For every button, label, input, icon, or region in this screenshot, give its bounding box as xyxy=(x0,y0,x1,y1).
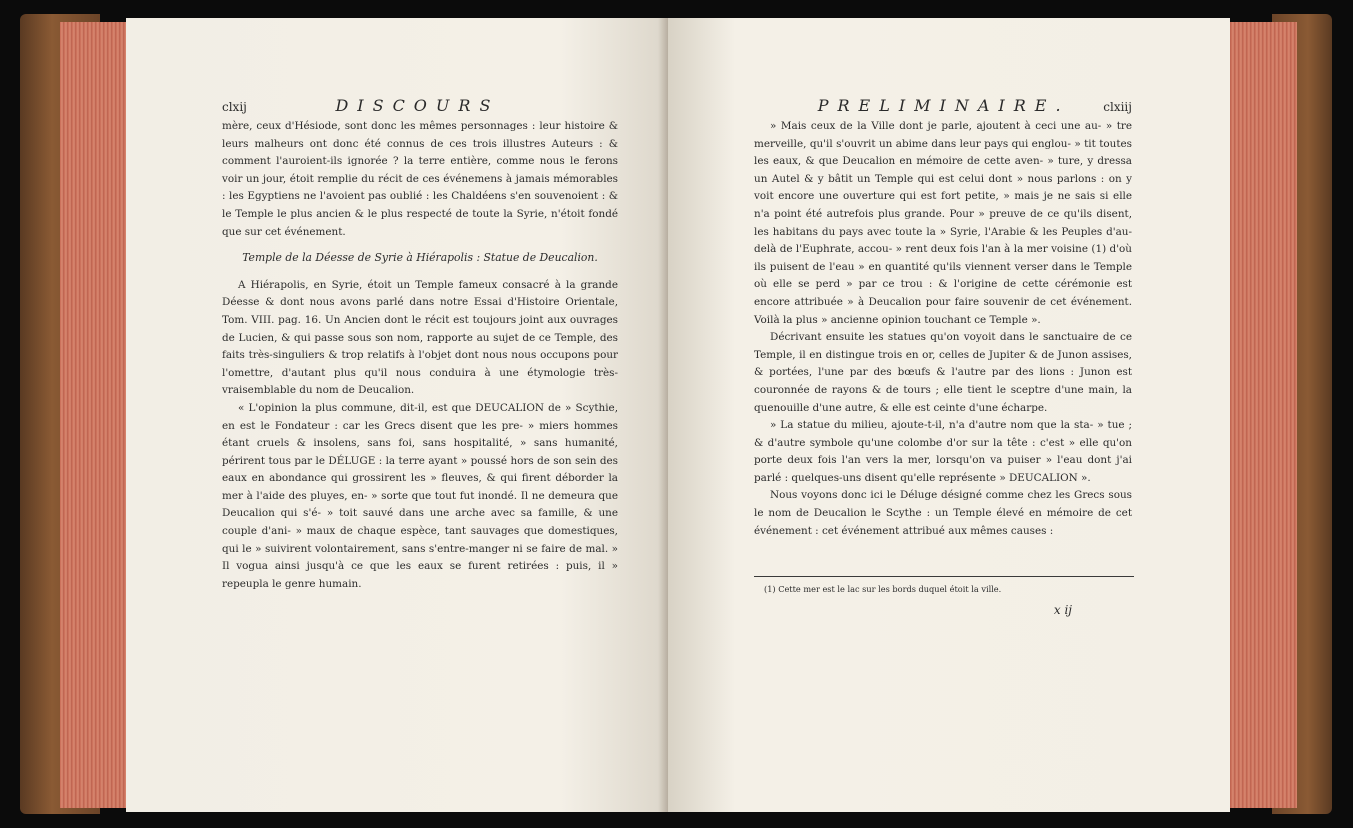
right-page-number: clxiij xyxy=(1103,100,1132,114)
footnote-divider xyxy=(754,576,1134,577)
footnote: (1) Cette mer est le lac sur les bords duquel étoit la ville. xyxy=(764,584,1002,595)
left-paragraph-1: mère, ceux d'Hésiode, sont donc les mêmes personnages : leur histoire & leurs malheurs ont donc été connus de ces trois illustres Auteurs : & comment l'auroient-ils ignorée ? la terre entière, comme nous le ferons voir un jour, étoit remplie du récit de ces événemens à jamais mémorables : les Egyptiens ne l'avoient pas oublié : les Chaldéens s'en souvenoient : & le Temple le plus ancien & le plus respecté de toute la Syrie, n'étoit fondé que sur cet événement. xyxy=(222,120,618,238)
left-page-header xyxy=(222,96,618,118)
right-page xyxy=(668,18,1230,812)
left-paragraph-2: A Hiérapolis, en Syrie, étoit un Temple fameux consacré à la grande Déesse & dont nous avons parlé dans notre Essai d'Histoire Orientale, Tom. VIII. pag. 16. Un Ancien dont le récit est toujours joint aux ouvrages de Lucien, & qui passe sous son nom, rapporte au sujet de ce Temple, des faits très-singuliers & trop relatifs à l'objet dont nous nous occupons pour l'omettre, d'autant plus qu'il nous conduira à une étymologie très-vraisemblable du nom de Deucalion. xyxy=(222,278,618,397)
right-paragraph-1: » Mais ceux de la Ville dont je parle, ajoutent à ceci une au- » tre merveille, qu'il s'ouvrit un abime dans leur pays qui englou- » tit toutes les eaux, & que Deucalion en mémoire de cette aven- » ture, y dressa un Autel & y bâtit un Temple qui est celui dont » nous parlons : on y voit encore une ouverture qui est fort petite, » mais je ne sais si elle n'a point été autrefois plus grande. Pour » preuve de ce qu'ils disent, les habitans du pays avec toute la » Syrie, l'Arabie & les Peuples d'au-delà de l'Euphrate, accou- » rent deux fois l'an à la mer voisine (1) d'où ils puisent de l'eau » en quantité qu'ils viennent verser dans le Temple où elle se perd » par ce trou : & l'origine de cette cérémonie est encore attribuée » à Deucalion pour faire souvenir de cet événement. Voilà la plus » ancienne opinion touchant ce Temple ». xyxy=(754,120,1132,326)
left-paragraph-3: « L'opinion la plus commune, dit-il, est que DEUCALION de » Scythie, en est le Fondateur : car les Grecs disent que les pre- » miers hommes étant cruels & insolens, sans foi, sans hospitalité, » sans humanité, périrent tous par le DÉLUGE : la terre ayant » poussé hors de son sein des eaux en abondance qui grossirent les » fleuves, & qui firent déborder la mer à l'aide des pluyes, en- » sorte que tout fut inondé. Il ne demeura que Deucalion qui s'é- » toit sauvé dans une arche avec sa famille, & une couple d'ani- » maux de chaque espèce, tant sauvages que domestiques, qui le » suivirent volontairement, sans s'entre-manger ni se faire de mal. » Il vogua ainsi jusqu'à ce que les eaux se furent retirées : puis, il » repeupla le genre humain. xyxy=(222,401,618,590)
right-running-title: PRELIMINAIRE. xyxy=(817,96,1070,115)
left-page-body xyxy=(222,118,618,593)
open-book xyxy=(20,10,1332,820)
right-page-edges xyxy=(1227,22,1297,808)
right-paragraph-2: Décrivant ensuite les statues qu'on voyoit dans le sanctuaire de ce Temple, il en distingue trois en or, celles de Jupiter & de Junon assises, & portées, l'une par des bœufs & l'autre par des lions : Junon est couronnée de rayons & de tours ; elle tient le sceptre d'une main, la quenouille d'une autre, & elle est ceinte d'une écharpe. xyxy=(754,331,1132,414)
right-paragraph-3: » La statue du milieu, ajoute-t-il, n'a d'autre nom que la sta- » tue ; & d'autre symbole qu'une colombe d'or sur la tête : c'est » elle qu'on porte deux fois l'an vers la mer, lorsqu'on va puiser » l'eau dont j'ai parlé : quelques-uns disent qu'elle représente » DEUCALION ». xyxy=(754,419,1132,484)
left-page-number: clxij xyxy=(222,100,247,114)
signature-mark: x ij xyxy=(1053,603,1072,618)
section-heading: Temple de la Déesse de Syrie à Hiérapolis : Statue de Deucalion. xyxy=(242,251,598,265)
left-page-edges xyxy=(60,22,130,808)
left-page xyxy=(126,18,668,812)
right-page-body xyxy=(754,118,1132,540)
right-page-header xyxy=(754,96,1132,118)
right-paragraph-4: Nous voyons donc ici le Déluge désigné comme chez les Grecs sous le nom de Deucalion le Scythe : un Temple élevé en mémoire de cet événement : cet événement attribué aux mêmes causes : xyxy=(754,489,1132,537)
left-running-title: DISCOURS xyxy=(335,96,500,115)
